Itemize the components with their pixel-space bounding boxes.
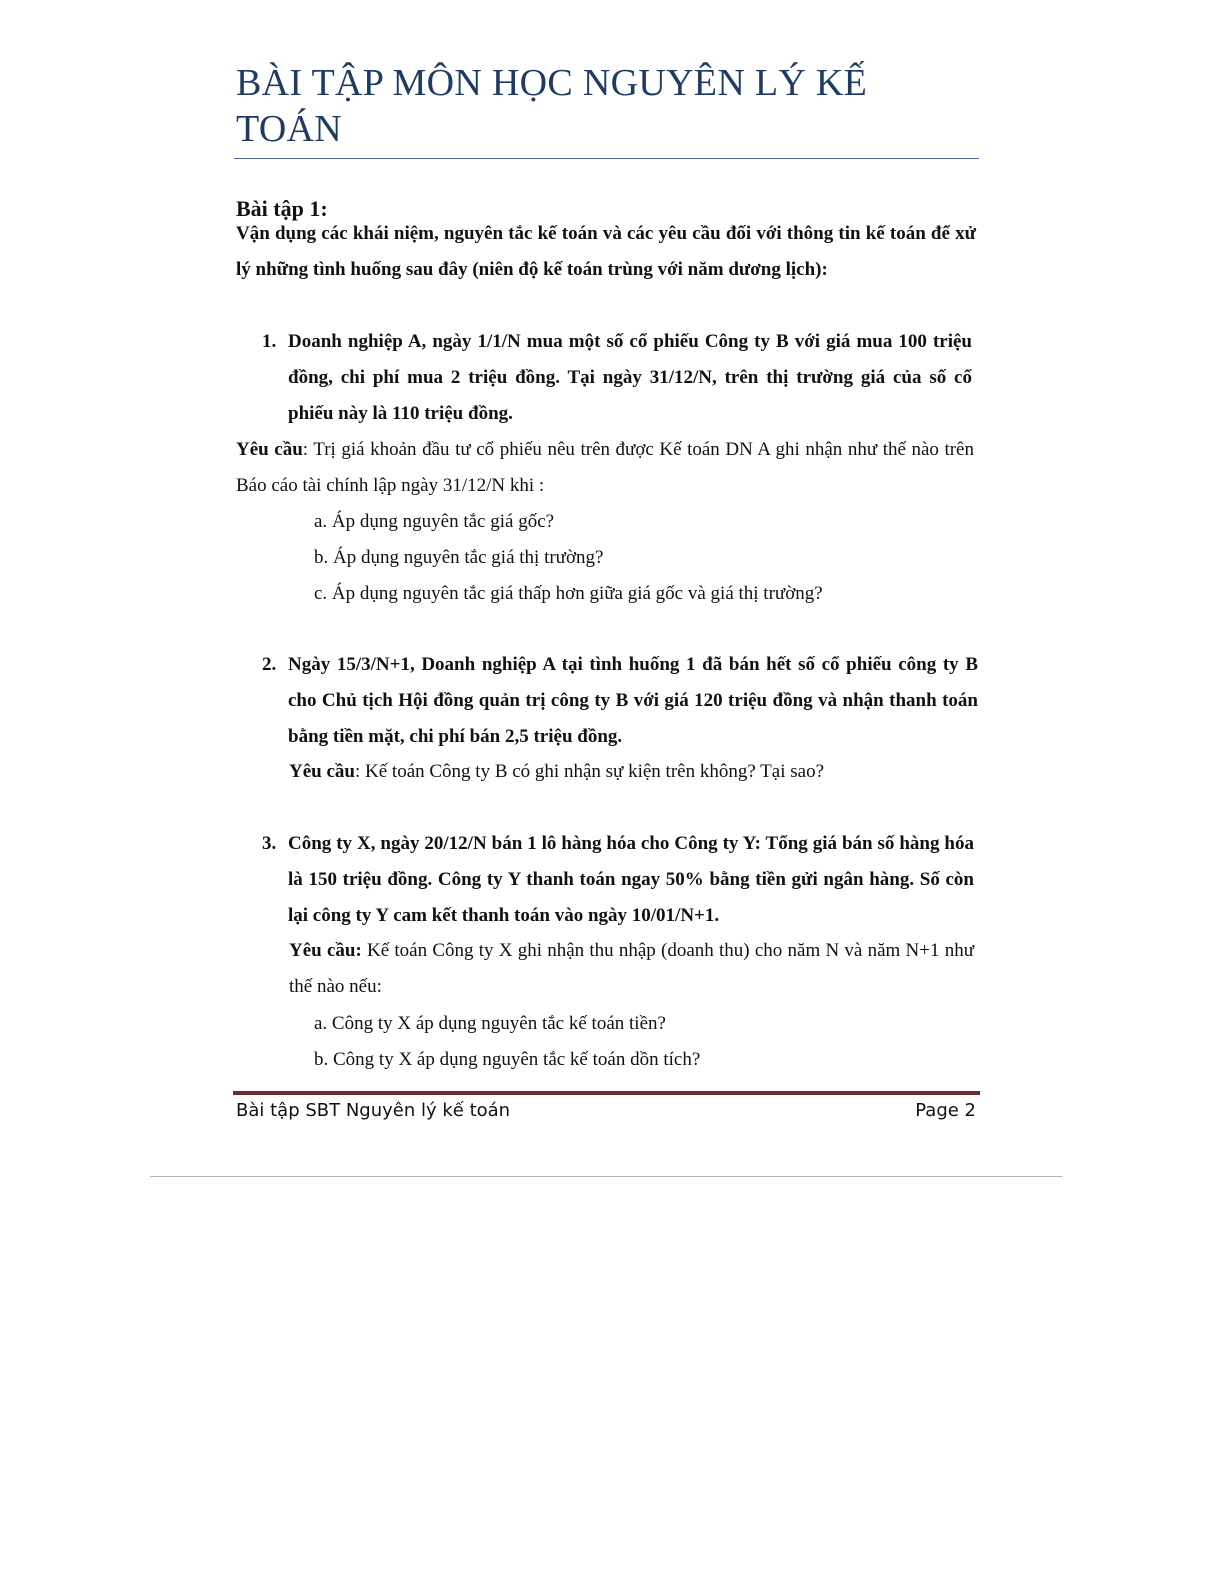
requirement-label: Yêu cầu bbox=[236, 439, 303, 460]
item-text: Ngày 15/3/N+1, Doanh nghiệp A tại tình huống 1 đã bán hết số cổ phiếu công ty B cho Chủ tịch Hội đồng quản trị công ty B với giá 120 triệu đồng và nhận thanh toán bằng tiền mặt, chi phí bán 2,5 triệu đồng. bbox=[288, 654, 978, 747]
requirement bbox=[236, 432, 974, 504]
item-number: 1. bbox=[262, 331, 277, 352]
page-title bbox=[236, 60, 956, 152]
requirement-label: Yêu cầu: bbox=[289, 940, 362, 961]
requirement bbox=[289, 933, 974, 1005]
item-text: Doanh nghiệp A, ngày 1/1/N mua một số cổ phiếu Công ty B với giá mua 100 triệu đồng, chi phí mua 2 triệu đồng. Tại ngày 31/12/N, trên thị trường giá của số cổ phiếu này là 110 triệu đồng. bbox=[288, 331, 972, 424]
footer-left-text: Bài tập SBT Nguyên lý kế toán bbox=[236, 1100, 511, 1121]
requirement bbox=[289, 754, 979, 790]
requirement-text: : Trị giá khoản đầu tư cổ phiếu nêu trên được Kế toán DN A ghi nhận như thế nào trên Báo cáo tài chính lập ngày 31/12/N khi : bbox=[236, 439, 974, 496]
sub-item: c. Áp dụng nguyên tắc giá thấp hơn giữa giá gốc và giá thị trường? bbox=[314, 583, 823, 604]
exercise-intro: Vận dụng các khái niệm, nguyên tắc kế toán và các yêu cầu đối với thông tin kế toán để xử lý những tình huống sau đây (niên độ kế toán trùng với năm dương lịch): bbox=[236, 223, 976, 280]
requirement-text: : Kế toán Công ty B có ghi nhận sự kiện trên không? Tại sao? bbox=[354, 761, 825, 782]
footer-rule bbox=[233, 1091, 980, 1095]
page-title-line1: BÀI TẬP MÔN HỌC NGUYÊN LÝ KẾ bbox=[236, 62, 868, 104]
item-text: Công ty X, ngày 20/12/N bán 1 lô hàng hóa cho Công ty Y: Tổng giá bán số hàng hóa là 150 triệu đồng. Công ty Y thanh toán ngay 50% bằng tiền gửi ngân hàng. Số còn lại công ty Y cam kết thanh toán vào ngày 10/01/N+1. bbox=[288, 833, 974, 926]
sub-item: b. Áp dụng nguyên tắc giá thị trường? bbox=[314, 547, 604, 568]
list-item bbox=[262, 826, 974, 934]
requirement-label: Yêu cầu bbox=[289, 761, 355, 782]
page-title-line2: TOÁN bbox=[236, 108, 343, 150]
list-item bbox=[262, 647, 978, 755]
page-separator bbox=[150, 1176, 1062, 1177]
sub-item: a. Áp dụng nguyên tắc giá gốc? bbox=[314, 511, 555, 532]
footer-page-number: Page 2 bbox=[915, 1100, 976, 1121]
exercise-heading: Bài tập 1: bbox=[236, 196, 328, 221]
sub-item: a. Công ty X áp dụng nguyên tắc kế toán tiền? bbox=[314, 1013, 666, 1034]
item-number: 3. bbox=[262, 833, 277, 854]
list-item bbox=[262, 324, 972, 432]
sub-item: b. Công ty X áp dụng nguyên tắc kế toán dồn tích? bbox=[314, 1049, 701, 1070]
title-underline bbox=[234, 158, 979, 159]
item-number: 2. bbox=[262, 654, 277, 675]
requirement-text: Kế toán Công ty X ghi nhận thu nhập (doanh thu) cho năm N và năm N+1 như thế nào nếu: bbox=[289, 940, 974, 997]
